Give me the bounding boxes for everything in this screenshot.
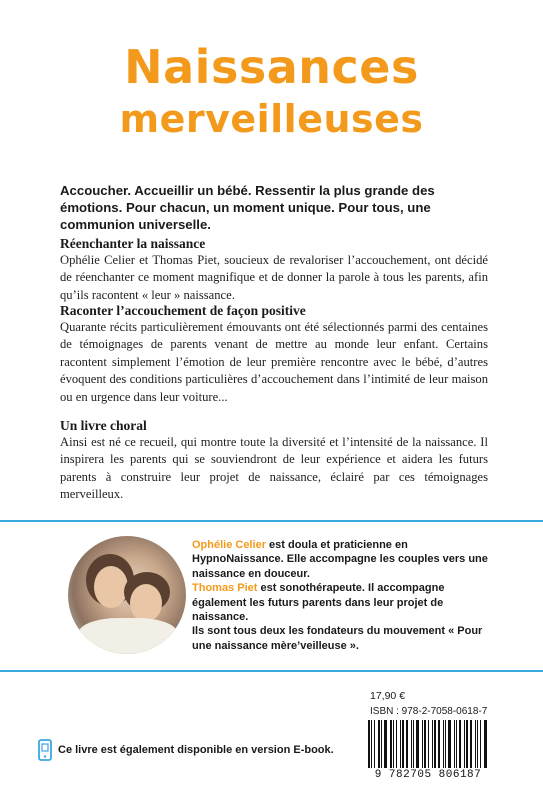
barcode-bar: [456, 720, 457, 768]
barcode-bar: [371, 720, 372, 768]
barcode-bar: [393, 720, 394, 768]
barcode-bar: [459, 720, 461, 768]
author-name-2: Thomas Piet: [192, 582, 258, 595]
barcode-bar: [432, 720, 433, 768]
section-heading-3: Un livre choral: [60, 418, 147, 433]
barcode-bar: [384, 720, 387, 768]
ebook-notice: Ce livre est également disponible en version E-book.: [58, 744, 334, 756]
barcode-bar: [434, 720, 436, 768]
section-body-3: Ainsi est né ce recueil, qui montre toute la diversité et l’intensité de la naissance. Il inspirera les parents qui se souviendront de leur expérience et aidera les futurs parents à construire leur projet de naissance, éclairé par ces témoignages merveilleux.: [60, 435, 488, 502]
barcode-bar: [406, 720, 408, 768]
barcode-bar: [400, 720, 401, 768]
barcode-bar: [424, 720, 426, 768]
author-bio-2: est sonothérapeute. Il accompagne également les futurs parents dans leur projet de naissance.: [192, 582, 445, 624]
barcode-number: 9 782705 806187: [374, 769, 482, 781]
barcode-bar: [381, 720, 382, 768]
barcode-bar: [428, 720, 429, 768]
authors-bio: [192, 538, 492, 653]
section-body-2: Quarante récits particulièrement émouvants ont été sélectionnés parmi des centaines de témoignages de parents venant de mettre au monde leur enfant. Certains racontent simplement l’émotion de leur première rencontre avec le bébé, d’autres évoquent des conditions particulières d’accouchement dans l’intimité de leur maison ou en urgence dans leur voiture...: [60, 320, 488, 404]
barcode-bar: [374, 720, 375, 768]
author-bio-1: est doula et praticienne en HypnoNaissance. Elle accompagne les couples vers une naissance en douceur.: [192, 539, 488, 580]
barcode-bar: [411, 720, 412, 768]
barcode-bar: [396, 720, 397, 768]
barcode-bar: [470, 720, 472, 768]
barcode-bar: [454, 720, 455, 768]
barcode-bar: [448, 720, 451, 768]
isbn: ISBN : 978-2-7058-0618-7: [370, 706, 488, 717]
barcode-bar: [477, 720, 478, 768]
barcode-bar: [390, 720, 392, 768]
divider-bottom: [0, 670, 543, 672]
barcode-bar: [438, 720, 440, 768]
author-name-1: Ophélie Celier: [192, 539, 266, 551]
section-body-1: Ophélie Celier et Thomas Piet, soucieux de revaloriser l’accouchement, ont décidé de réenchanter ce moment magnifique et de donner la parole à tous les parents, afin qu’ils racontent « leur » naissance.: [60, 253, 488, 302]
barcode-bar: [466, 720, 468, 768]
price: 17,90 €: [370, 690, 406, 702]
barcode-bar: [464, 720, 465, 768]
intro-text: Accoucher. Accueillir un bébé. Ressentir la plus grande des émotions. Pour chacun, un moment unique. Pour tous, une communion universelle.: [60, 183, 435, 232]
barcode-bar: [480, 720, 481, 768]
authors-founders-note: Ils sont tous deux les fondateurs du mouvement « Pour une naissance mère’veilleuse ».: [192, 625, 483, 652]
barcode-bar: [378, 720, 380, 768]
barcode-bar: [475, 720, 476, 768]
barcode-bar: [445, 720, 446, 768]
section-heading-1: Réenchanter la naissance: [60, 236, 206, 251]
barcode: [368, 720, 488, 768]
authors-photo: [68, 536, 186, 654]
barcode-bar: [443, 720, 444, 768]
section-heading-2: Raconter l’accouchement de façon positive: [60, 303, 306, 318]
barcode-bar: [413, 720, 414, 768]
barcode-bar: [422, 720, 423, 768]
book-title-line1: Naissances: [124, 40, 419, 94]
barcode-bar: [416, 720, 419, 768]
book-title-line2: merveilleuses: [119, 97, 424, 141]
ebook-device-icon: [38, 739, 52, 761]
barcode-bar: [368, 720, 370, 768]
barcode-bar: [484, 720, 487, 768]
divider-top: [0, 520, 543, 522]
barcode-bar: [402, 720, 404, 768]
